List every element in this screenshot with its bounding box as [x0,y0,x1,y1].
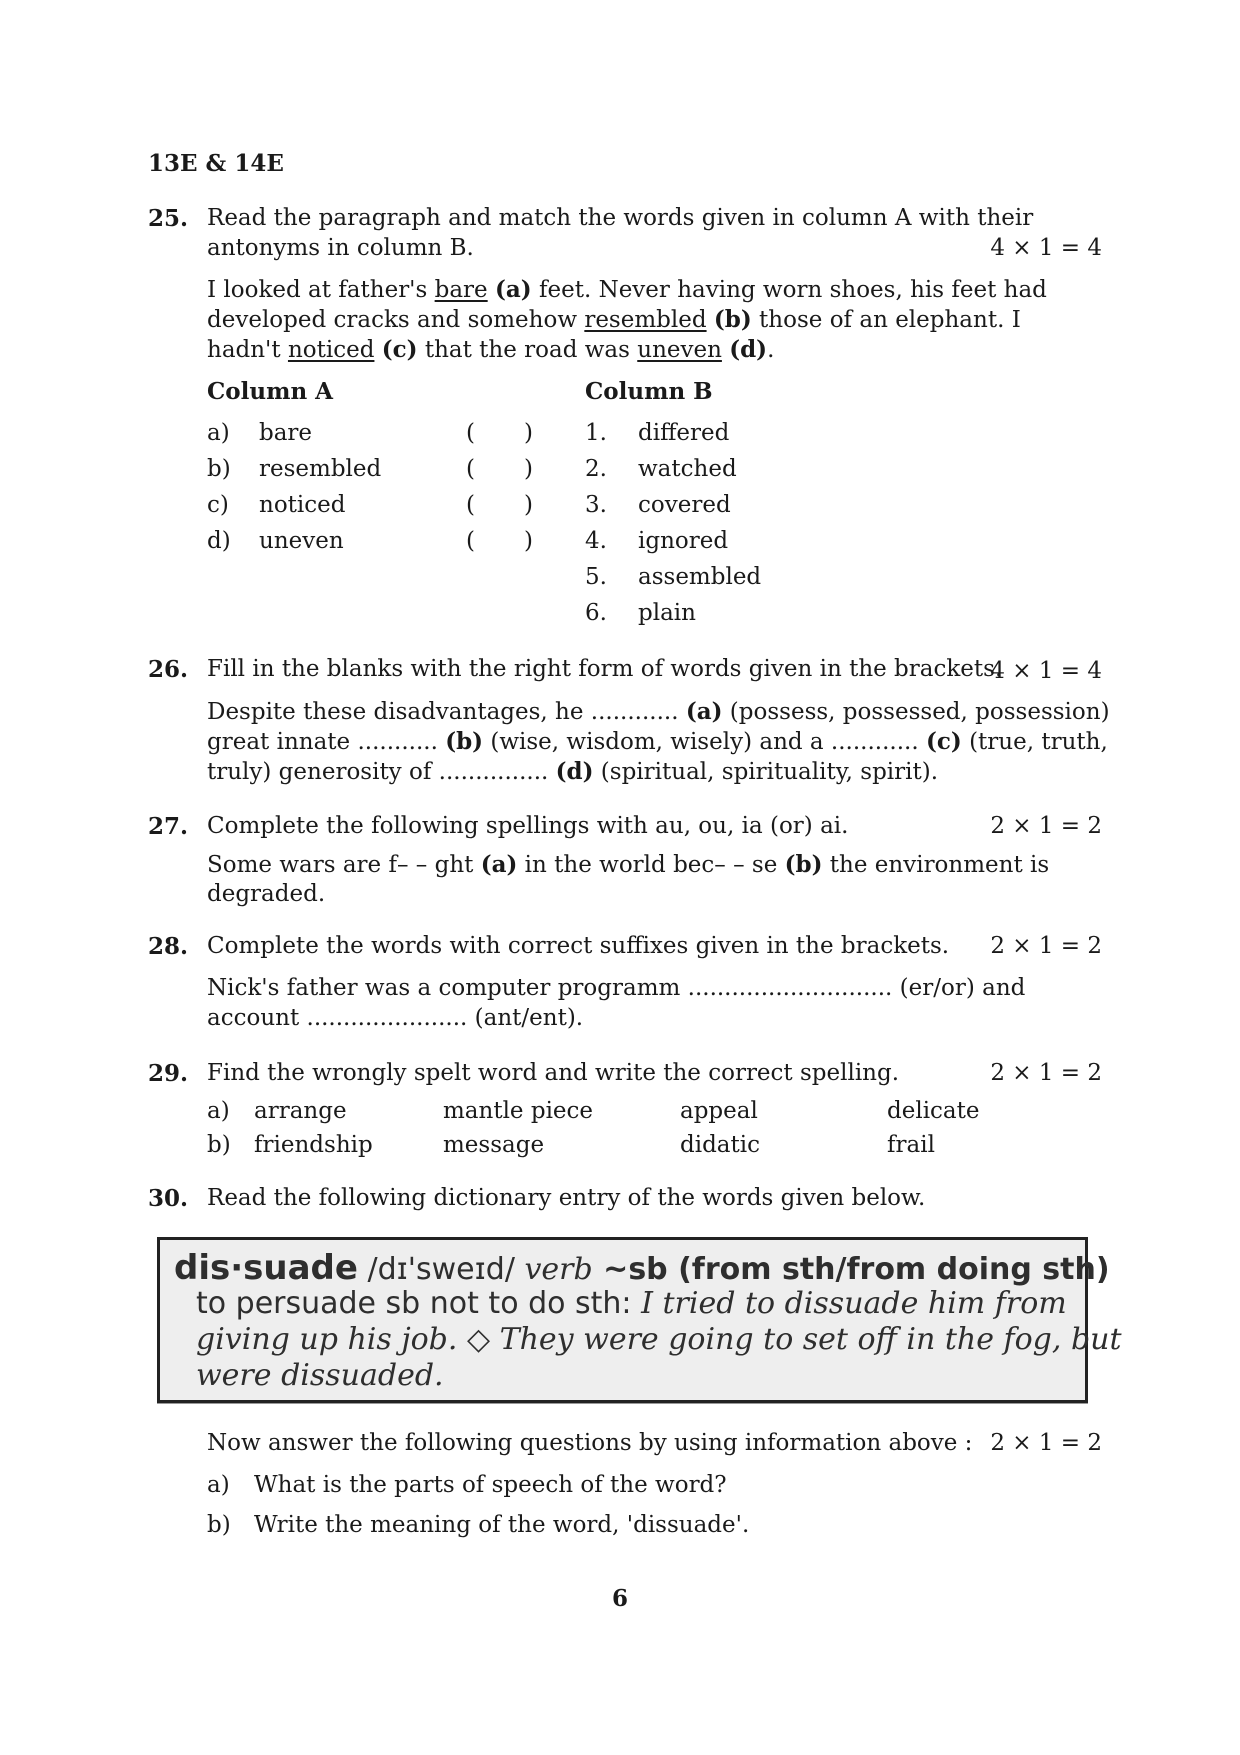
row-label: a) [207,1098,230,1124]
column-a-word: bare [259,420,313,446]
q25-paragraph-line1: I looked at father's bare (a) feet. Never having worn shoes, his feet had [207,276,1047,303]
column-a-label: c) [207,492,229,518]
question-number-29: 29. [148,1060,189,1087]
q26-marks: 4 × 1 = 4 [990,658,1102,684]
q27-text-line1: Some wars are f– – ght (a) in the world bec– – se (b) the environment is [207,851,1050,878]
headword: dis·suade [174,1248,358,1288]
dictionary-entry-box [157,1237,1122,1403]
column-b-heading: Column B [585,378,713,405]
question-number-28: 28. [148,933,189,960]
bracket-close: ) [524,456,533,482]
q27-text-line2: degraded. [207,881,326,907]
q30-sub-instruction: Now answer the following questions by using information above : [207,1430,973,1456]
column-b-word: plain [638,600,696,626]
subquestion-text: What is the parts of speech of the word? [254,1472,727,1498]
bracket-open: ( [466,420,475,446]
pronunciation: /dɪ'sweɪd/ [357,1252,525,1287]
q25-paragraph-line2: developed cracks and somehow resembled (b) those of an elephant. I [207,306,1021,333]
q29-instruction: Find the wrongly spelt word and write the correct spelling. [207,1060,900,1086]
column-a-word: noticed [259,492,346,518]
word-option: didatic [680,1132,760,1158]
part-of-speech: verb [524,1252,593,1287]
column-b-label: 5. [585,564,607,590]
paper-code: 13E & 14E [148,150,284,177]
q26-instruction: Fill in the blanks with the right form of words given in the brackets. [207,656,1003,682]
underlined-word-a: bare [434,277,488,303]
q25-instruction-line2: antonyms in column B. [207,235,474,261]
q28-marks: 2 × 1 = 2 [990,933,1102,959]
column-b-label: 4. [585,528,607,554]
bracket-open: ( [466,456,475,482]
q28-instruction: Complete the words with correct suffixes given in the brackets. [207,933,950,959]
bracket-close: ) [524,492,533,518]
q27-marks: 2 × 1 = 2 [990,813,1102,839]
column-b-word: covered [638,492,731,518]
column-a-label: b) [207,456,231,482]
column-a-heading: Column A [207,378,334,405]
word-option: friendship [254,1132,373,1158]
q28-text-line2: account ...................... (ant/ent). [207,1005,584,1031]
column-a-word: resembled [259,456,382,482]
column-b-label: 3. [585,492,607,518]
q30-instruction: Read the following dictionary entry of the words given below. [207,1185,926,1211]
question-number-30: 30. [148,1185,189,1212]
column-b-word: watched [638,456,737,482]
column-b-word: ignored [638,528,729,554]
q25-paragraph-line3: hadn't noticed (c) that the road was uneven (d). [207,336,775,363]
bracket-close: ) [524,528,533,554]
column-b-label: 1. [585,420,607,446]
underlined-word-c: noticed [287,337,375,363]
q25-instruction-line1: Read the paragraph and match the words given in column A with their [207,205,1034,231]
subquestion-text: Write the meaning of the word, 'dissuade'. [254,1512,750,1538]
dictionary-headword-line: dis·suade /dɪ'sweɪd/ verb ~sb (from sth/from doing sth) [174,1248,1110,1288]
question-number-25: 25. [148,205,189,232]
word-option: message [443,1132,545,1158]
q25-marks: 4 × 1 = 4 [990,235,1102,261]
bracket-open: ( [466,492,475,518]
column-a-label: d) [207,528,231,554]
page-number: 6 [611,1585,628,1612]
q30-marks: 2 × 1 = 2 [990,1430,1102,1456]
definition: to persuade sb not to do sth: [196,1286,642,1321]
underlined-word-d: uneven [637,337,722,363]
bracket-close: ) [524,420,533,446]
usage-pattern: (from sth/from doing sth) [678,1252,1110,1287]
column-a-label: a) [207,420,230,446]
word-option: arrange [254,1098,347,1124]
dictionary-example-line: giving up his job. ◇ They were going to set off in the fog, but [196,1322,1122,1357]
column-b-label: 2. [585,456,607,482]
q28-text-line1: Nick's father was a computer programm ............................ (er/or) and [207,975,1026,1001]
dictionary-example-end: were dissuaded. [196,1358,444,1393]
column-b-label: 6. [585,600,607,626]
word-option: mantle piece [443,1098,594,1124]
q26-text-line1: Despite these disadvantages, he ............ (a) (possess, possessed, possession) [207,698,1110,725]
underlined-word-b: resembled [584,307,707,333]
q26-text-line2: great innate ........... (b) (wise, wisdom, wisely) and a ............ (c) (true, truth, [207,728,1108,755]
subquestion-label: a) [207,1472,230,1498]
question-number-27: 27. [148,813,189,840]
q29-marks: 2 × 1 = 2 [990,1060,1102,1086]
bracket-open: ( [466,528,475,554]
word-option: appeal [680,1098,758,1124]
column-a-word: uneven [259,528,344,554]
column-b-word: assembled [638,564,762,590]
subquestion-label: b) [207,1512,231,1538]
question-number-26: 26. [148,656,189,683]
column-b-word: differed [638,420,730,446]
row-label: b) [207,1132,231,1158]
word-option: delicate [887,1098,980,1124]
q26-text-line3: truly) generosity of ............... (d) (spiritual, spirituality, spirit). [207,758,939,785]
q27-instruction: Complete the following spellings with au, ou, ia (or) ai. [207,813,849,839]
word-option: frail [887,1132,935,1158]
dictionary-definition-line: to persuade sb not to do sth: I tried to dissuade him from [196,1286,1067,1321]
